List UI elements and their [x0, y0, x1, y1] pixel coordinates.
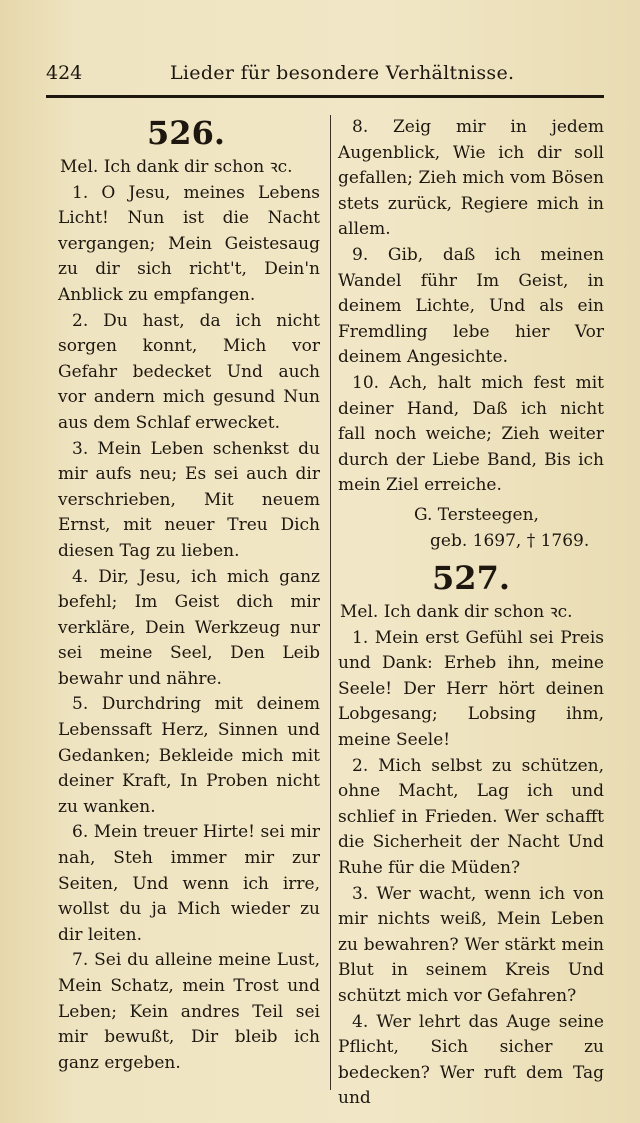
- right-column: [338, 115, 604, 1112]
- hymn-number-527: 527.: [432, 559, 510, 598]
- verse-527-4: 4. Wer lehrt das Auge seine Pflicht, Sich sicher zu bedecken? Wer ruft dem Tag und: [338, 1011, 604, 1109]
- verse-526-5: 5. Durchdring mit deinem Lebenssaft Herz, Sinnen und Gedanken; Bekleide mich mit deiner Kraft, In Proben nicht zu wanken.: [58, 694, 320, 817]
- verse-527-1: 1. Mein erst Gefühl sei Preis und Dank: Erheb ihn, meine Seele! Der Herr hört deinen Lobgesang; Lobsing ihm, meine Seele!: [338, 627, 604, 751]
- author-dates: geb. 1697, † 1769.: [430, 530, 590, 551]
- hymn-number-526: 526.: [147, 114, 225, 152]
- author-name: G. Tersteegen,: [414, 504, 539, 525]
- verse-526-10: 10. Ach, halt mich fest mit deiner Hand, Daß ich nicht fall noch weiche; Zieh weiter durch der Liebe Band, Bis ich mein Ziel erreiche.: [338, 372, 604, 496]
- melody-line-527: Mel. Ich dank dir schon ꝛc.: [340, 602, 573, 623]
- verse-526-8: 8. Zeig mir in jedem Augenblick, Wie ich dir soll gefallen; Zieh mich vom Bösen stets zurück, Regiere mich in allem.: [338, 117, 604, 240]
- melody-line-526: Mel. Ich dank dir schon ꝛc.: [60, 157, 293, 177]
- page-header: [46, 62, 602, 92]
- page-number: 424: [46, 62, 83, 84]
- column-divider: [330, 115, 331, 1090]
- author-attribution: [338, 503, 604, 554]
- verse-526-3: 3. Mein Leben schenkst du mir aufs neu; Es sei auch dir verschrieben, Mit neuem Ernst, mit neuer Treu Dich diesen Tag zu lieben.: [58, 438, 320, 561]
- verse-527-2: 2. Mich selbst zu schützen, ohne Macht, Lag ich und schlief in Frieden. Wer schafft die Sicherheit der Nacht Und Ruhe für die Müden?: [338, 755, 604, 879]
- header-rule: [46, 95, 604, 98]
- left-column: [58, 115, 320, 1076]
- verse-526-7: 7. Sei du alleine meine Lust, Mein Schatz, mein Trost und Leben; Kein andres Teil sei mir bewußt, Dir bleib ich ganz ergeben.: [58, 950, 320, 1073]
- verse-526-9: 9. Gib, daß ich meinen Wandel führ Im Geist, in deinem Lichte, Und als ein Fremdling lebe hier Vor deinem Angesichte.: [338, 244, 604, 368]
- verse-526-6: 6. Mein treuer Hirte! sei mir nah, Steh immer mir zur Seiten, Und wenn ich irre, wollst du ja Mich wieder zu dir leiten.: [58, 822, 320, 945]
- running-title: Lieder für besondere Verhältnisse.: [170, 62, 515, 84]
- verse-527-3: 3. Wer wacht, wenn ich von mir nichts weiß, Mein Leben zu bewahren? Wer stärkt mein Blut in seinem Kreis Und schützt mich vor Gefahren?: [338, 883, 604, 1006]
- verse-526-4: 4. Dir, Jesu, ich mich ganz befehl; Im Geist dich mir verkläre, Dein Werkzeug nur sei meine Seel, Den Leib bewahr und nähre.: [58, 566, 320, 689]
- verse-526-2: 2. Du hast, da ich nicht sorgen konnt, Mich vor Gefahr bedecket Und auch vor andern mich gesund Nun aus dem Schlaf erwecket.: [58, 310, 320, 433]
- verse-526-1: 1. O Jesu, meines Lebens Licht! Nun ist die Nacht vergangen; Mein Geistesaug zu dir sich richt't, Dein'n Anblick zu empfangen.: [58, 182, 320, 305]
